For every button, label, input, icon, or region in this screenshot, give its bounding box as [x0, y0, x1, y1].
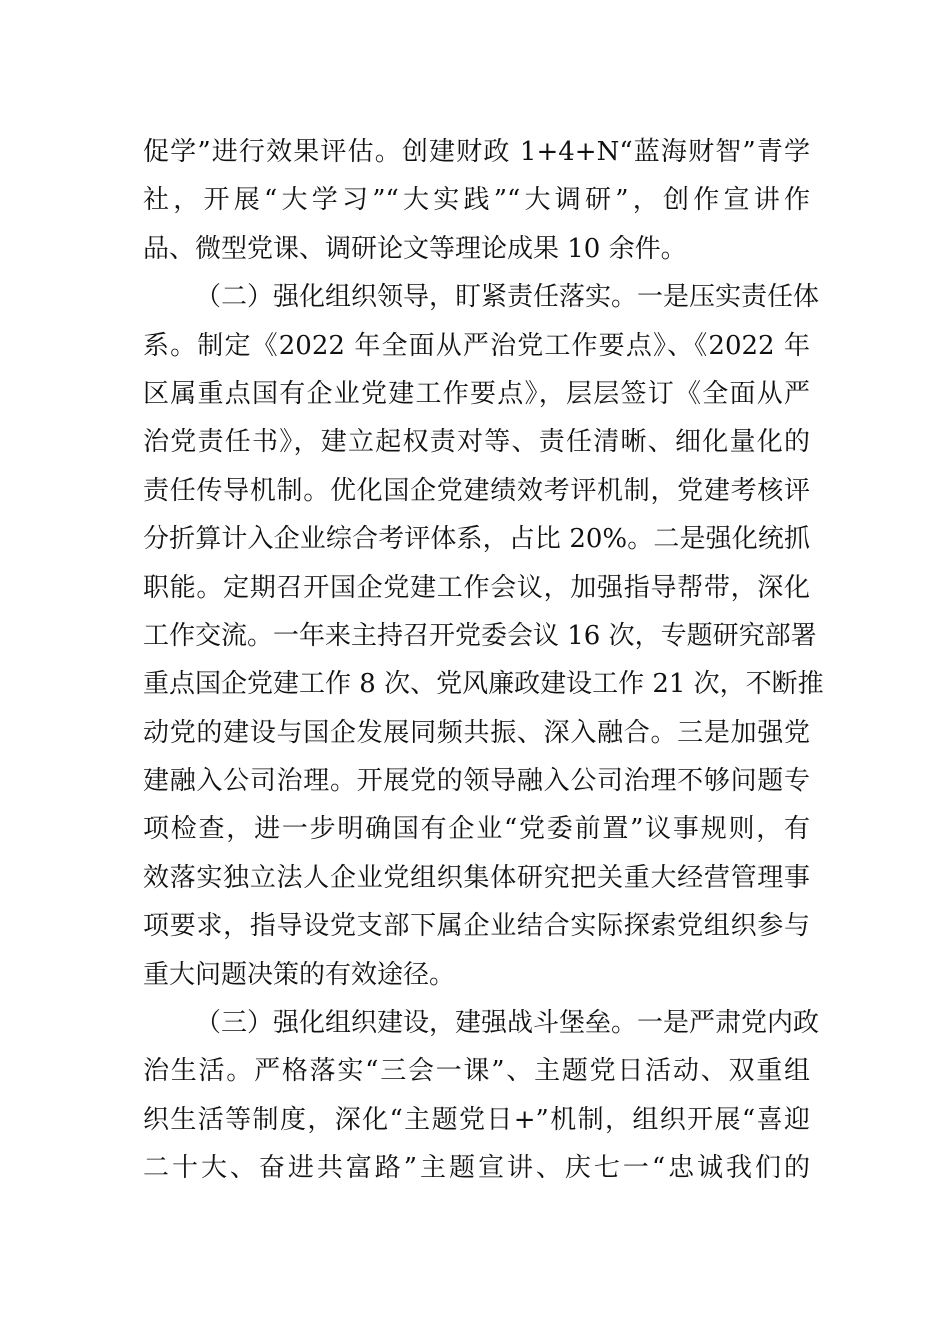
- text-line: 二十大、奋进共富路”主题宣讲、庆七一“忠诚我们的: [143, 1153, 810, 1184]
- text-line: 建融入公司治理。开展党的领导融入公司治理不够问题专: [143, 766, 810, 797]
- text-line: 动党的建设与国企发展同频共振、深入融合。三是加强党: [143, 717, 810, 748]
- text-line: 区属重点国有企业党建工作要点》，层层签订《全面从严: [143, 378, 810, 409]
- body-text: [143, 128, 824, 1193]
- text-line: 社，开展“大学习”“大实践”“大调研”，创作宣讲作: [143, 185, 810, 216]
- text-line: 重点国企党建工作 8 次、党风廉政建设工作 21 次，不断推: [143, 669, 824, 700]
- text-line: 治生活。严格落实“三会一课”、主题党日活动、双重组: [143, 1056, 810, 1087]
- paragraph-1: [143, 128, 810, 273]
- paragraph-3: [143, 999, 820, 1193]
- text-line: （三）强化组织建设，建强战斗堡垒。一是严肃党内政: [195, 1008, 820, 1039]
- text-line: 促学”进行效果评估。创建财政 1+4+N“蓝海财智”青学: [143, 137, 810, 167]
- text-line: 系。制定《2022 年全面从严治党工作要点》、《2022 年: [143, 330, 810, 361]
- text-line: 治党责任书》，建立起权责对等、责任清晰、细化量化的: [143, 427, 810, 458]
- text-line: 织生活等制度，深化“主题党日+”机制，组织开展“喜迎: [143, 1104, 810, 1135]
- text-line: 品、微型党课、调研论文等理论成果 10 余件。: [143, 233, 687, 264]
- text-line: 效落实独立法人企业党组织集体研究把关重大经营管理事: [143, 862, 810, 893]
- text-line: 责任传导机制。优化国企党建绩效考评机制，党建考核评: [143, 475, 810, 506]
- text-line: 项要求，指导设党支部下属企业结合实际探索党组织参与: [143, 911, 810, 942]
- text-line: 职能。定期召开国企党建工作会议，加强指导帮带，深化: [143, 572, 810, 603]
- text-line: 重大问题决策的有效途径。: [143, 959, 456, 990]
- text-line: 工作交流。一年来主持召开党委会议 16 次，专题研究部署: [143, 620, 817, 651]
- text-line: 项检查，进一步明确国有企业“党委前置”议事规则，有: [143, 814, 810, 845]
- text-line: 分折算计入企业综合考评体系，占比 20%。二是强化统抓: [143, 524, 810, 555]
- text-line: （二）强化组织领导，盯紧责任落实。一是压实责任体: [195, 282, 820, 313]
- paragraph-2: [143, 273, 824, 999]
